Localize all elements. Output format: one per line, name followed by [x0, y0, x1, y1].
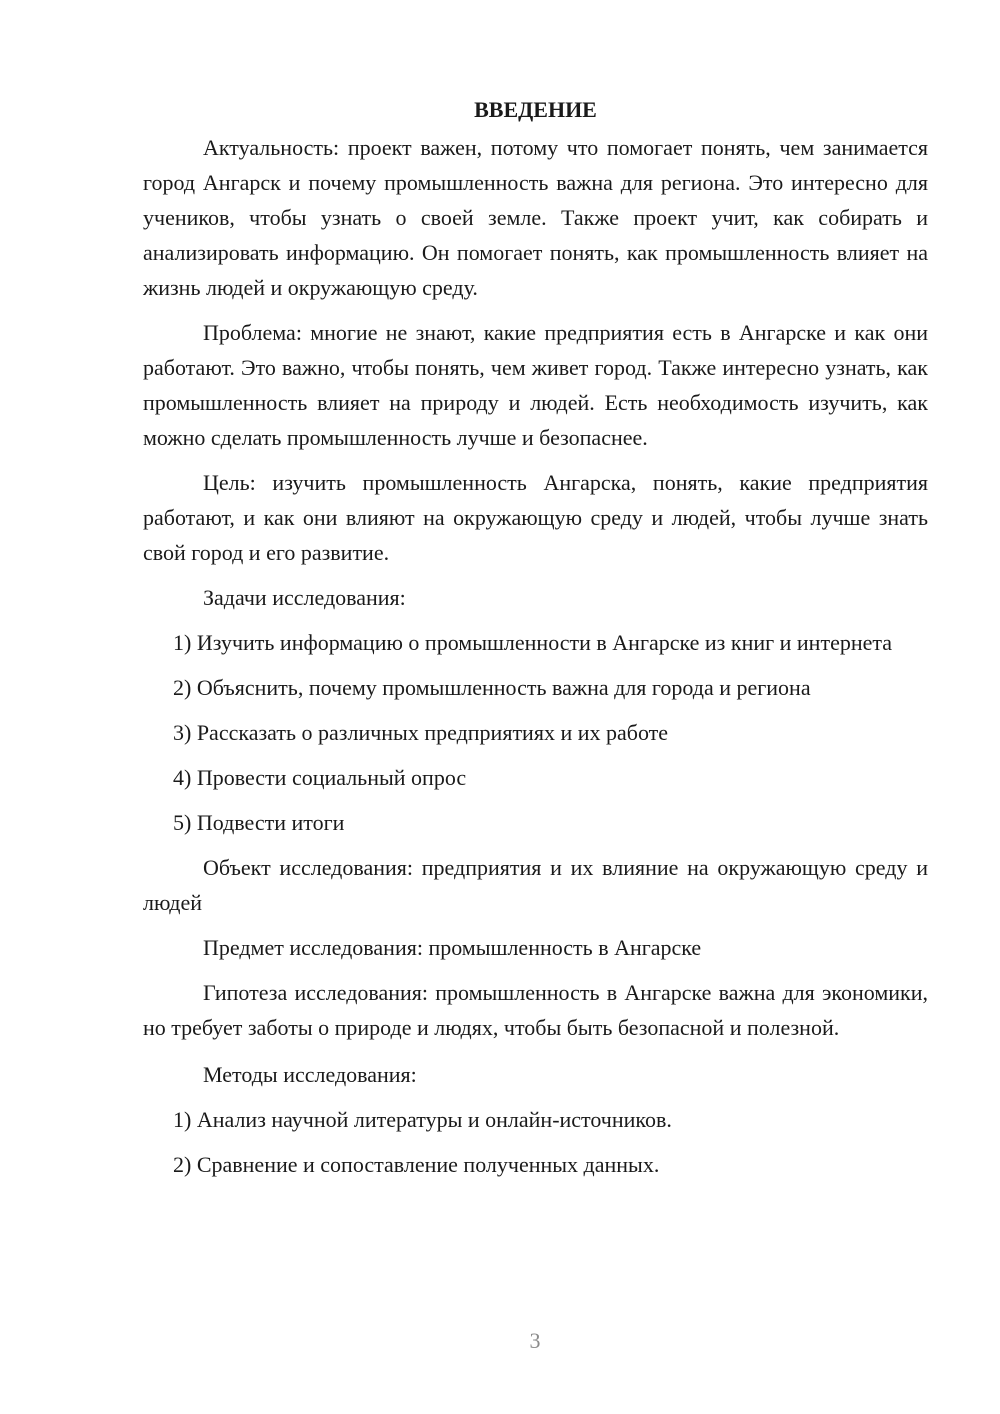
- subject-paragraph: Предмет исследования: промышленность в Ангарске: [203, 935, 702, 960]
- list-item: 1) Изучить информацию о промышленности в Ангарске из книг и интернета: [173, 630, 893, 655]
- tasks-heading: Задачи исследования:: [203, 585, 406, 610]
- list-item: 2) Сравнение и сопоставление полученных данных.: [173, 1152, 660, 1177]
- section-title: ВВЕДЕНИЕ: [474, 97, 597, 122]
- hypothesis-paragraph: Гипотеза исследования: промышленность в Ангарске важна для экономики, но требует заботы о природе и людях, чтобы быть безопасной и полезной.: [143, 980, 928, 1040]
- problem-paragraph: Проблема: многие не знают, какие предприятия есть в Ангарске и как они работают. Это важно, чтобы понять, чем живет город. Также интересно узнать, как промышленность влияет на природу и людей. Есть необходимость изучить, как можно сделать промышленность лучше и безопаснее.: [143, 320, 928, 450]
- goal-paragraph: Цель: изучить промышленность Ангарска, понять, какие предприятия работают, и как они влияют на окружающую среду и людей, чтобы лучше знать свой город и его развитие.: [143, 470, 928, 565]
- document-page: [143, 95, 928, 1192]
- tasks-list: [143, 625, 928, 840]
- page-number: 3: [529, 1328, 541, 1353]
- methods-heading: Методы исследования:: [203, 1062, 417, 1087]
- object-paragraph: Объект исследования: предприятия и их влияние на окружающую среду и людей: [143, 855, 928, 915]
- list-item: 3) Рассказать о различных предприятиях и их работе: [173, 720, 669, 745]
- list-item: 5) Подвести итоги: [173, 810, 345, 835]
- list-item: 1) Анализ научной литературы и онлайн-источников.: [173, 1107, 672, 1132]
- list-item: 4) Провести социальный опрос: [173, 765, 467, 790]
- relevance-paragraph: Актуальность: проект важен, потому что помогает понять, чем занимается город Ангарск и почему промышленность важна для региона. Это интересно для учеников, чтобы узнать о своей земле. Также проект учит, как собирать и анализировать информацию. Он помогает понять, как промышленность влияет на жизнь людей и окружающую среду.: [143, 135, 928, 300]
- list-item: 2) Объяснить, почему промышленность важна для города и региона: [173, 675, 811, 700]
- methods-list: [143, 1102, 928, 1182]
